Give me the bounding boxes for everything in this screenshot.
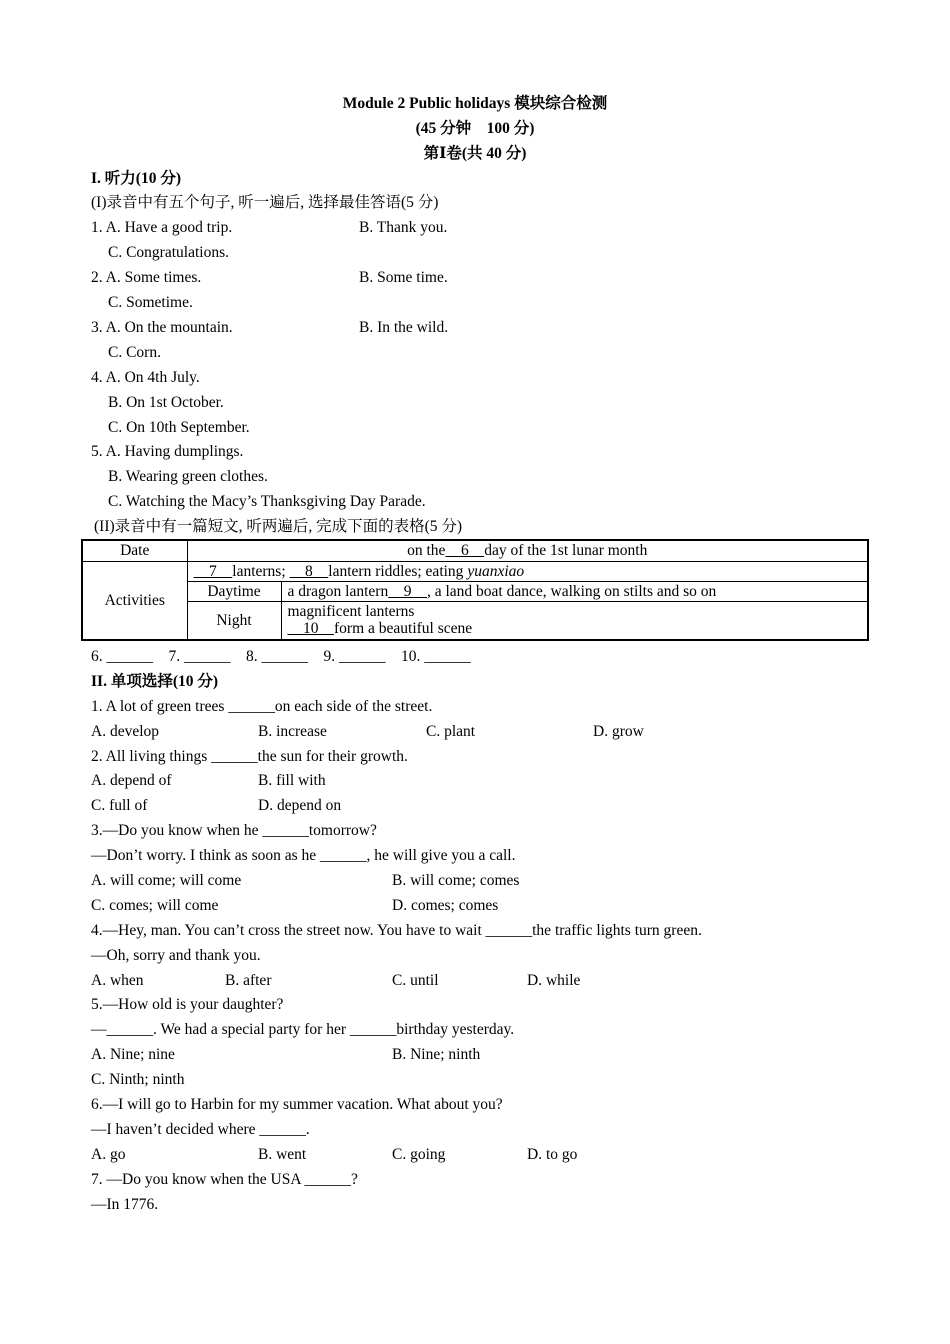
question-option: 4. A. On 4th July. (91, 369, 200, 386)
answer-blanks: 6. ______ 7. ______ 8. ______ 9. ______ 10. ______ (91, 648, 471, 665)
question-option: 5. A. Having dumplings. (91, 443, 244, 460)
question-option: D. grow (593, 723, 644, 740)
question-stem: 6.—I will go to Harbin for my summer vacation. What about you? (91, 1096, 503, 1113)
blank-8: 8 (289, 562, 329, 580)
question-stem: 1. A lot of green trees ______on each side of the street. (91, 698, 433, 715)
holiday-table (81, 539, 869, 641)
question-option: C. comes; will come (91, 897, 219, 914)
activities-general: 7 lanterns; 8 lantern riddles; eating yuanxiao (187, 561, 868, 581)
question-option: 2. A. Some times. (91, 269, 202, 286)
question-option: A. Nine; nine (91, 1046, 175, 1063)
question-option: B. will come; comes (392, 872, 520, 889)
question-option: D. depend on (258, 797, 342, 814)
blank-7: 7 (193, 562, 233, 580)
question-stem: —Oh, sorry and thank you. (91, 947, 261, 964)
question-option: B. Thank you. (359, 219, 448, 236)
activities-label: Activities (82, 561, 187, 640)
question-option: D. while (527, 972, 581, 989)
question-stem: 4.—Hey, man. You can’t cross the street now. You have to wait ______the traffic lights turn green. (91, 922, 702, 939)
volume-label: 第Ⅰ卷(共 40 分) (423, 145, 527, 162)
listening-part1-instructions: (I)录音中有五个句子, 听一遍后, 选择最佳答语(5 分) (91, 194, 439, 211)
question-stem: 7. —Do you know when the USA ______? (91, 1171, 358, 1188)
question-option: B. Nine; ninth (392, 1046, 481, 1063)
question-option: 3. A. On the mountain. (91, 319, 233, 336)
question-option: A. will come; will come (91, 872, 242, 889)
question-option: 1. A. Have a good trip. (91, 219, 233, 236)
question-option: C. On 10th September. (108, 419, 250, 436)
question-option: C. Corn. (108, 344, 161, 361)
question-option: B. increase (258, 723, 327, 740)
exam-meta: (45 分钟 100 分) (415, 120, 535, 137)
question-option: A. go (91, 1146, 126, 1163)
question-option: C. plant (426, 723, 476, 740)
date-label: Date (82, 540, 187, 561)
question-option: C. Watching the Macy’s Thanksgiving Day Parade. (108, 493, 426, 510)
section-heading-choice: II. 单项选择(10 分) (91, 673, 219, 690)
question-stem: 3.—Do you know when he ______tomorrow? (91, 822, 377, 839)
question-stem: —______. We had a special party for her ______birthday yesterday. (91, 1021, 515, 1038)
listening-part2-instructions: (II)录音中有一篇短文, 听两遍后, 完成下面的表格(5 分) (94, 518, 463, 535)
question-option: C. full of (91, 797, 148, 814)
night-activities: magnificent lanterns 10 form a beautiful scene (281, 601, 868, 640)
question-option: C. until (392, 972, 439, 989)
date-value: on the 6 day of the 1st lunar month (187, 540, 868, 561)
question-option: C. Congratulations. (108, 244, 229, 261)
page-title: Module 2 Public holidays 模块综合检测 (342, 95, 608, 112)
question-option: B. fill with (258, 772, 326, 789)
question-option: C. Sometime. (108, 294, 193, 311)
question-option: B. went (258, 1146, 307, 1163)
question-stem: —In 1776. (91, 1196, 159, 1213)
question-option: D. to go (527, 1146, 578, 1163)
question-stem: —Don’t worry. I think as soon as he ______, he will give you a call. (91, 847, 516, 864)
question-stem: 5.—How old is your daughter? (91, 996, 284, 1013)
question-option: B. Wearing green clothes. (108, 468, 268, 485)
night-label: Night (187, 601, 281, 640)
daytime-activities: a dragon lantern 9 , a land boat dance, walking on stilts and so on (281, 581, 868, 601)
blank-9: 9 (388, 582, 427, 600)
daytime-label: Daytime (187, 581, 281, 601)
question-option: C. going (392, 1146, 446, 1163)
question-option: B. On 1st October. (108, 394, 224, 411)
question-option: B. In the wild. (359, 319, 449, 336)
question-stem: 2. All living things ______the sun for their growth. (91, 748, 408, 765)
question-option: A. depend of (91, 772, 172, 789)
question-option: B. after (225, 972, 272, 989)
blank-10: 10 (287, 620, 335, 638)
blank-6: 6 (445, 542, 485, 560)
question-option: C. Ninth; ninth (91, 1071, 185, 1088)
question-option: D. comes; comes (392, 897, 499, 914)
section-heading-listening: I. 听力(10 分) (91, 170, 181, 187)
question-option: A. when (91, 972, 144, 989)
question-stem: —I haven’t decided where ______. (91, 1121, 310, 1138)
question-option: B. Some time. (359, 269, 448, 286)
question-option: A. develop (91, 723, 160, 740)
